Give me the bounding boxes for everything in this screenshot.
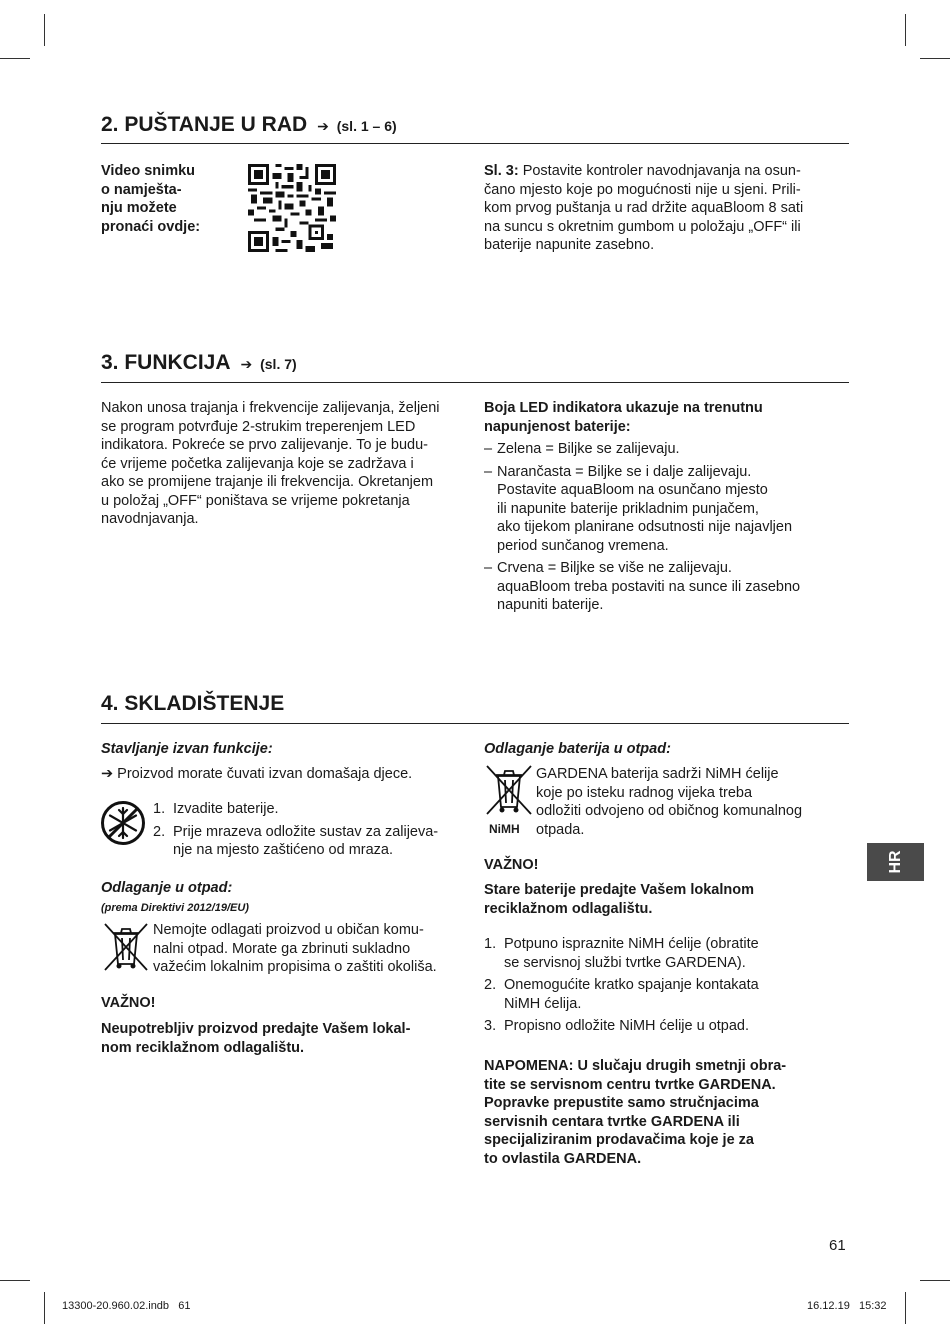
text-line: navodnjavanja.	[101, 511, 199, 527]
dash: –	[484, 560, 493, 576]
text-line: Nemojte odlagati proizvod u običan komu-	[153, 922, 424, 938]
text-line: otpada.	[536, 821, 585, 838]
video-label	[101, 162, 231, 236]
function-description	[101, 399, 471, 529]
text-line: nje na mjesto zaštićeno od mraza.	[173, 842, 394, 858]
text-line: Postavite aquaBloom na osunčano mjesto	[497, 482, 768, 498]
text-line: Stare baterije predajte Vašem lokalnom	[484, 882, 754, 898]
sl3-line: čano mjesto koje po mogućnosti nije u sjeni. Prili-	[484, 181, 801, 198]
crop-mark	[44, 14, 45, 46]
sl3-line: baterije napunite zasebno.	[484, 237, 655, 253]
text-line: ili napunite baterije prikladnim punjačem,	[497, 500, 759, 517]
text-line: nom reciklažnom odlagalištu.	[101, 1039, 305, 1056]
text-line: Prije mrazeva odložite sustav za zalijeva-	[173, 823, 439, 840]
crop-mark	[44, 1292, 45, 1324]
led-heading: napunjenost baterije:	[484, 418, 631, 435]
video-label-line: pronaći ovdje:	[101, 218, 201, 235]
text-line: to ovlastila GARDENA.	[484, 1150, 642, 1167]
text-line: u položaj „OFF“ poništava se vrijeme pokretanja	[101, 492, 410, 509]
text-line: napuniti baterije.	[497, 597, 604, 613]
qr-code-icon[interactable]	[248, 164, 336, 252]
text-line: Nakon unosa trajanja i frekvencije zalijevanja, željeni	[101, 400, 440, 416]
text-line: NiMH ćelija.	[504, 995, 582, 1012]
text-line: NAPOMENA: U slučaju drugih smetnji obra-	[484, 1058, 787, 1074]
important-label: VAŽNO!	[101, 995, 156, 1011]
led-item-orange	[484, 463, 854, 556]
no-frost-icon	[100, 800, 146, 846]
text-line: Narančasta = Biljke se i dalje zalijevaju.	[497, 463, 752, 480]
sl3-text	[484, 162, 854, 255]
section-2-title	[101, 112, 397, 139]
section-3-ref: (sl. 7)	[260, 356, 297, 372]
crop-mark	[920, 58, 950, 59]
text-line: Popravke prepustite samo stručnjacima	[484, 1095, 759, 1111]
step-item	[484, 976, 854, 1013]
text-line: Neupotrebljiv proizvod predajte Vašem lokal-	[101, 1021, 411, 1037]
text-line: reciklažnom odlagalištu.	[484, 900, 653, 917]
footer-date-time: 16.12.19 15:32	[807, 1300, 887, 1312]
sl3-line: na suncu s okretnim gumbom u položaju „OFF“ ili	[484, 218, 801, 235]
text-line: Crvena = Biljke se više ne zalijevaju.	[497, 560, 732, 576]
crop-mark	[920, 1280, 950, 1281]
step-number: 3.	[484, 1018, 497, 1034]
step-item	[484, 1017, 854, 1036]
section-2-ref: (sl. 1 – 6)	[336, 118, 397, 134]
dash: –	[484, 441, 493, 457]
step-number: 2.	[153, 823, 166, 840]
led-heading: Boja LED indikatora ukazuje na trenutnu	[484, 400, 763, 416]
section-3-rule	[101, 382, 849, 383]
section-2-rule	[101, 143, 849, 144]
section-3-title-text: 3. FUNKCIJA	[101, 351, 231, 374]
step-item	[153, 823, 473, 860]
crop-mark	[0, 58, 30, 59]
text-line: Zelena = Biljke se zalijevaju.	[497, 441, 680, 457]
disposal-subheading: Odlaganje u otpad:	[101, 880, 233, 896]
battery-steps	[484, 935, 854, 1040]
section-4-title	[101, 691, 284, 717]
text-line: tite se servisnom centru tvrtke GARDENA.	[484, 1076, 776, 1093]
led-indicator-info	[484, 399, 854, 619]
weee-bin-icon	[103, 922, 149, 972]
sl3-line-text: Postavite kontroler navodnjavanja na osun-	[522, 163, 801, 179]
text-line: Onemogućite kratko spajanje kontakata	[504, 977, 759, 993]
battery-important-label: VAŽNO!	[484, 857, 539, 873]
sl3-label: Sl. 3:	[484, 163, 519, 179]
text-line: GARDENA baterija sadrži NiMH ćelije	[536, 766, 779, 782]
text-line: Potpuno ispraznite NiMH ćelije (obratite	[504, 936, 759, 952]
arrow-icon: ➔	[240, 356, 253, 372]
dash: –	[484, 463, 493, 480]
arrow-icon: ➔	[317, 118, 329, 134]
nimh-label: NiMH	[489, 822, 520, 836]
sl3-line: kom prvog puštanja u rad držite aquaBloom 8 sati	[484, 200, 804, 216]
child-safety-note: ➔ Proizvod morate čuvati izvan domašaja djece.	[101, 766, 413, 782]
step-item	[153, 800, 473, 819]
important-text	[101, 1020, 471, 1057]
step-item	[484, 935, 854, 972]
battery-important-text	[484, 881, 854, 918]
battery-disposal-subheading: Odlaganje baterija u otpad:	[484, 741, 671, 757]
section-4-rule	[101, 723, 849, 724]
decommission-steps	[153, 800, 473, 864]
section-2-title-text: 2. PUŠTANJE U RAD	[101, 113, 308, 136]
section-3-title	[101, 350, 297, 377]
text-line: ako se promijene trajanje ili frekvencija. Okretanjem	[101, 474, 434, 490]
note-text	[484, 1057, 854, 1168]
led-item-red	[484, 559, 854, 615]
text-line: koje po isteku radnog vijeka treba	[536, 784, 753, 801]
directive-note: (prema Direktivi 2012/19/EU)	[101, 902, 249, 914]
text-line: aquaBloom treba postaviti na sunce ili zasebno	[497, 578, 801, 595]
text-line: servisnih centara tvrtke GARDENA ili	[484, 1113, 740, 1130]
led-item-green	[484, 440, 854, 459]
video-label-line: nju možete	[101, 200, 177, 216]
video-label-line: Video snimku	[101, 163, 196, 179]
section-4-title-text: 4. SKLADIŠTENJE	[101, 692, 285, 715]
crop-mark	[905, 14, 906, 46]
page-number: 61	[829, 1237, 846, 1254]
language-tab-label: HR	[886, 850, 904, 874]
disposal-text	[153, 921, 483, 977]
text-line: Propisno odložite NiMH ćelije u otpad.	[504, 1018, 750, 1034]
text-line: nalni otpad. Morate ga zbrinuti sukladno	[153, 940, 411, 957]
text-line: se program potvrđuje 2-strukim treperenjem LED	[101, 418, 416, 435]
text-line: indikatora. Pokreće se prvo zalijevanje. To je budu-	[101, 437, 428, 453]
decommission-subheading: Stavljanje izvan funkcije:	[101, 741, 273, 757]
sl3-line	[484, 162, 854, 181]
language-tab	[867, 843, 924, 881]
battery-disposal-text	[536, 765, 856, 839]
text-line: period sunčanog vremena.	[497, 537, 669, 554]
text-line: odložiti odvojeno od običnog komunalnog	[536, 803, 803, 819]
step-number: 1.	[153, 801, 166, 817]
video-label-line: o namješta-	[101, 181, 182, 198]
step-number: 2.	[484, 977, 497, 993]
text-line: važećim lokalnim propisima o zaštiti okoliša.	[153, 959, 437, 975]
text-line: će vrijeme početka zalijevanja koje se zadržava i	[101, 455, 414, 472]
crop-mark	[0, 1280, 30, 1281]
crop-mark	[905, 1292, 906, 1324]
text-line: Izvadite baterije.	[173, 801, 279, 817]
step-number: 1.	[484, 936, 497, 952]
text-line: ako tijekom planirane odsutnosti nije najavljen	[497, 519, 793, 535]
text-line: se servisnoj službi tvrtke GARDENA).	[504, 954, 746, 971]
footer-file-info: 13300-20.960.02.indb 61	[62, 1300, 191, 1312]
text-line: specijaliziranim prodavačima koje je za	[484, 1132, 754, 1148]
